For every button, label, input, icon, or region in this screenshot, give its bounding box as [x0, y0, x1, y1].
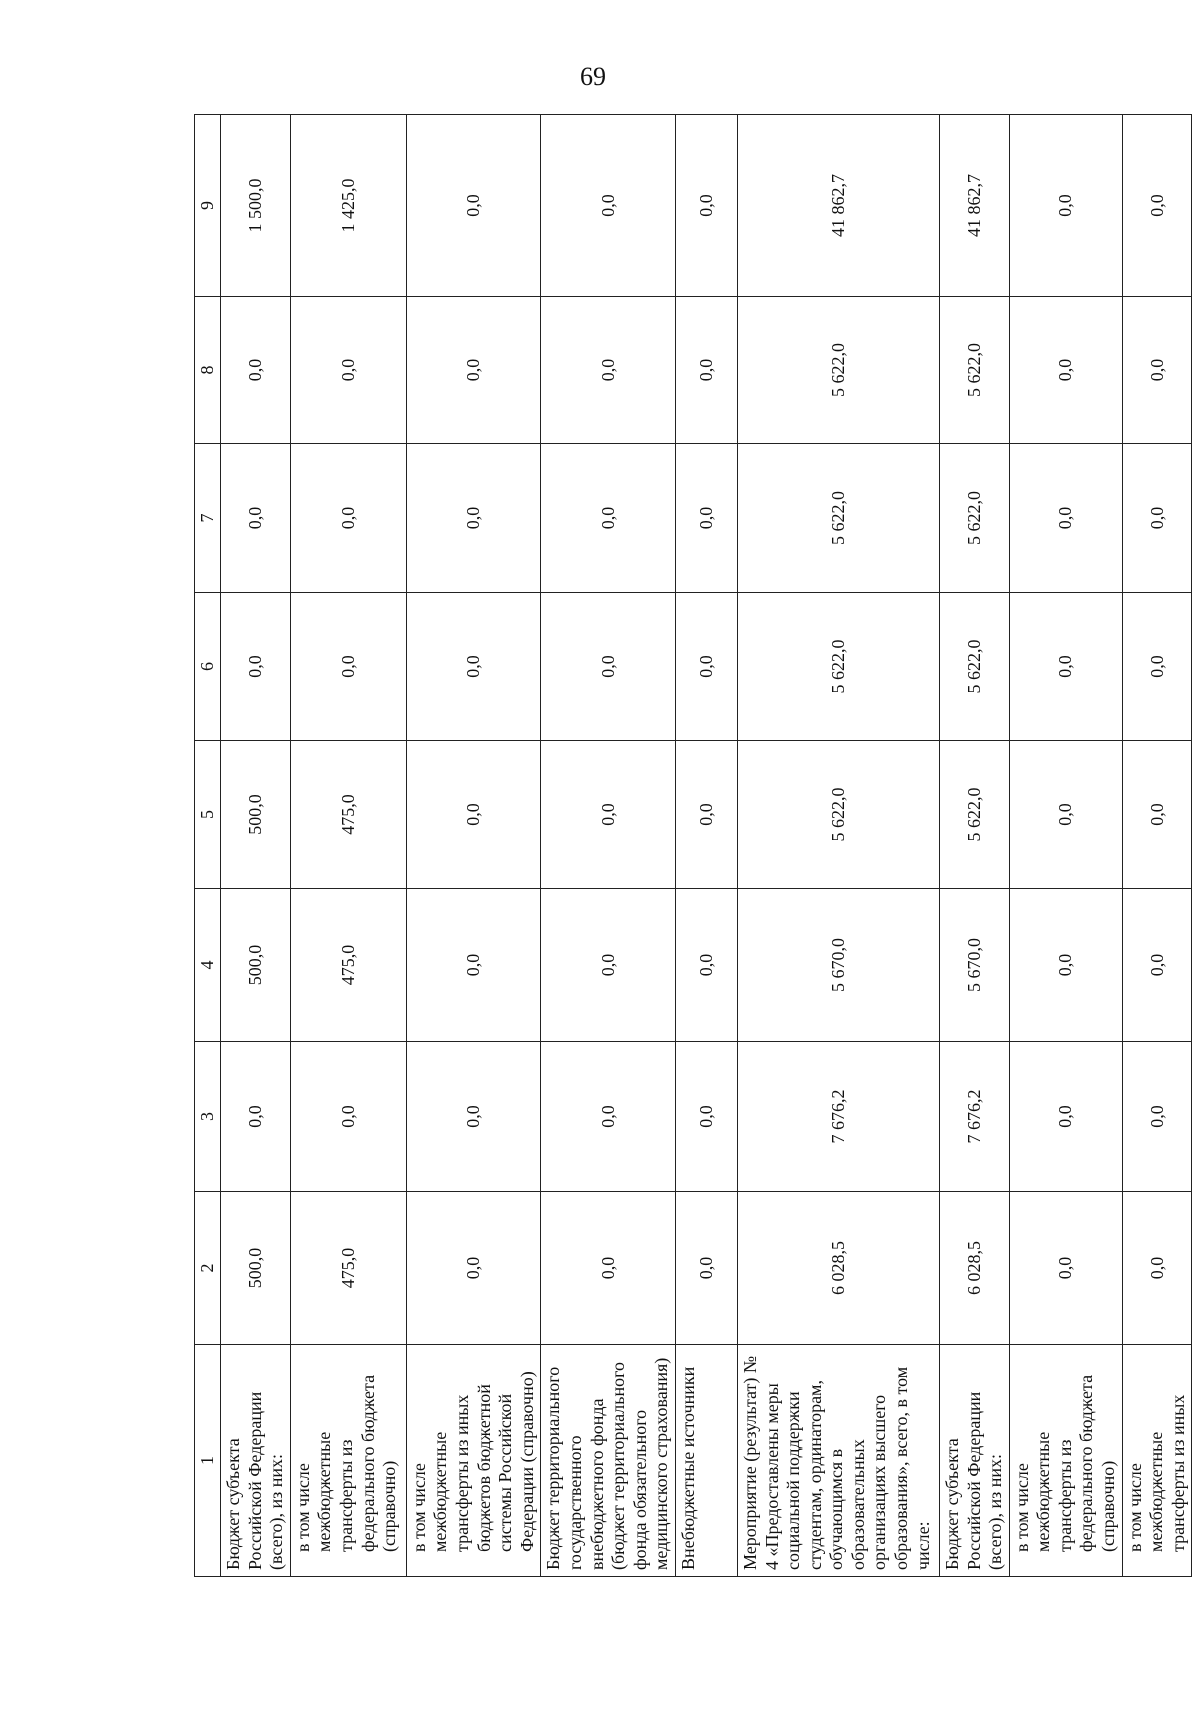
table-row: [221, 115, 291, 1577]
table-row: [737, 115, 939, 1577]
cell-value: 0,0: [1009, 889, 1122, 1042]
cell-value: 0,0: [406, 889, 541, 1042]
cell-value: 5 622,0: [737, 297, 939, 444]
column-header: 7: [195, 444, 221, 593]
cell-value: 0,0: [290, 444, 406, 593]
cell-value: 0,0: [1009, 444, 1122, 593]
cell-value: 0,0: [675, 1192, 737, 1345]
table-row: [541, 115, 676, 1577]
cell-value: 1 425,0: [290, 115, 406, 297]
cell-value: 0,0: [541, 741, 676, 889]
budget-table: [194, 114, 1192, 1577]
cell-value: 0,0: [1122, 1192, 1192, 1345]
table-row: [939, 115, 1009, 1577]
cell-value: 7 676,2: [939, 1042, 1009, 1192]
cell-value: 1 500,0: [221, 115, 291, 297]
cell-value: 0,0: [221, 297, 291, 444]
header-row: [195, 115, 221, 1577]
table-body: [221, 115, 1192, 1577]
cell-value: 0,0: [541, 889, 676, 1042]
column-header: 3: [195, 1042, 221, 1192]
cell-value: 0,0: [406, 444, 541, 593]
cell-value: 5 622,0: [737, 741, 939, 889]
cell-value: 5 670,0: [939, 889, 1009, 1042]
row-label: Бюджет субъекта Российской Федерации (всего), из них:: [221, 1345, 291, 1577]
cell-value: 0,0: [1122, 1042, 1192, 1192]
budget-table-rotated: [194, 115, 1188, 1577]
cell-value: 0,0: [1009, 297, 1122, 444]
cell-value: 0,0: [675, 593, 737, 741]
row-label: в том числе межбюджетные трансферты из иных: [1122, 1345, 1192, 1577]
cell-value: 0,0: [221, 593, 291, 741]
cell-value: 0,0: [406, 1192, 541, 1345]
cell-value: 41 862,7: [737, 115, 939, 297]
column-header: 1: [195, 1345, 221, 1577]
cell-value: 5 670,0: [737, 889, 939, 1042]
cell-value: 0,0: [541, 1192, 676, 1345]
column-header: 6: [195, 593, 221, 741]
cell-value: 0,0: [541, 115, 676, 297]
cell-value: 7 676,2: [737, 1042, 939, 1192]
cell-value: 0,0: [675, 1042, 737, 1192]
cell-value: 0,0: [675, 741, 737, 889]
cell-value: 500,0: [221, 1192, 291, 1345]
column-header: 5: [195, 741, 221, 889]
cell-value: 0,0: [1009, 115, 1122, 297]
cell-value: 0,0: [675, 444, 737, 593]
cell-value: 0,0: [406, 1042, 541, 1192]
cell-value: 0,0: [1122, 115, 1192, 297]
cell-value: 0,0: [541, 1042, 676, 1192]
cell-value: 475,0: [290, 1192, 406, 1345]
cell-value: 5 622,0: [737, 593, 939, 741]
table-row: [675, 115, 737, 1577]
cell-value: 6 028,5: [737, 1192, 939, 1345]
column-header: 9: [195, 115, 221, 297]
cell-value: 5 622,0: [939, 297, 1009, 444]
cell-value: 0,0: [541, 444, 676, 593]
table-row: [290, 115, 406, 1577]
row-label: в том числе межбюджетные трансферты из иных бюджетов бюджетной системы Российской Федерации (справочно): [406, 1345, 541, 1577]
cell-value: 0,0: [1009, 1042, 1122, 1192]
row-label: Мероприятие (результат) № 4 «Предоставлены меры социальной поддержки студентам, ординаторам, обучающимся в образовательных организациях высшего образования», всего, в том числе:: [737, 1345, 939, 1577]
cell-value: 0,0: [406, 741, 541, 889]
row-label: Бюджет субъекта Российской Федерации (всего), из них:: [939, 1345, 1009, 1577]
cell-value: 5 622,0: [939, 593, 1009, 741]
cell-value: 5 622,0: [737, 444, 939, 593]
cell-value: 41 862,7: [939, 115, 1009, 297]
cell-value: 500,0: [221, 889, 291, 1042]
column-header: 8: [195, 297, 221, 444]
cell-value: 500,0: [221, 741, 291, 889]
table-row: [406, 115, 541, 1577]
cell-value: 0,0: [541, 297, 676, 444]
cell-value: 0,0: [290, 297, 406, 444]
cell-value: 0,0: [1009, 593, 1122, 741]
cell-value: 0,0: [406, 115, 541, 297]
cell-value: 5 622,0: [939, 741, 1009, 889]
cell-value: 0,0: [675, 889, 737, 1042]
table-row: [1122, 115, 1192, 1577]
cell-value: 0,0: [290, 593, 406, 741]
cell-value: 0,0: [221, 444, 291, 593]
row-label: в том числе межбюджетные трансферты из федерального бюджета (справочно): [290, 1345, 406, 1577]
table-row: [1009, 115, 1122, 1577]
cell-value: 0,0: [1009, 741, 1122, 889]
cell-value: 0,0: [406, 593, 541, 741]
cell-value: 0,0: [1122, 444, 1192, 593]
cell-value: 0,0: [1122, 741, 1192, 889]
cell-value: 0,0: [541, 593, 676, 741]
cell-value: 0,0: [221, 1042, 291, 1192]
cell-value: 0,0: [1122, 593, 1192, 741]
page-number: 69: [580, 62, 606, 91]
cell-value: 0,0: [1122, 297, 1192, 444]
cell-value: 0,0: [290, 1042, 406, 1192]
cell-value: 5 622,0: [939, 444, 1009, 593]
column-header: 4: [195, 889, 221, 1042]
cell-value: 475,0: [290, 741, 406, 889]
cell-value: 6 028,5: [939, 1192, 1009, 1345]
cell-value: 0,0: [675, 297, 737, 444]
cell-value: 475,0: [290, 889, 406, 1042]
cell-value: 0,0: [1009, 1192, 1122, 1345]
row-label: в том числе межбюджетные трансферты из федерального бюджета (справочно): [1009, 1345, 1122, 1577]
cell-value: 0,0: [675, 115, 737, 297]
row-label: Внебюджетные источники: [675, 1345, 737, 1577]
column-header: 2: [195, 1192, 221, 1345]
cell-value: 0,0: [406, 297, 541, 444]
cell-value: 0,0: [1122, 889, 1192, 1042]
row-label: Бюджет территориального государственного внебюджетного фонда (бюджет территориального фонда обязательного медицинского страхования): [541, 1345, 676, 1577]
